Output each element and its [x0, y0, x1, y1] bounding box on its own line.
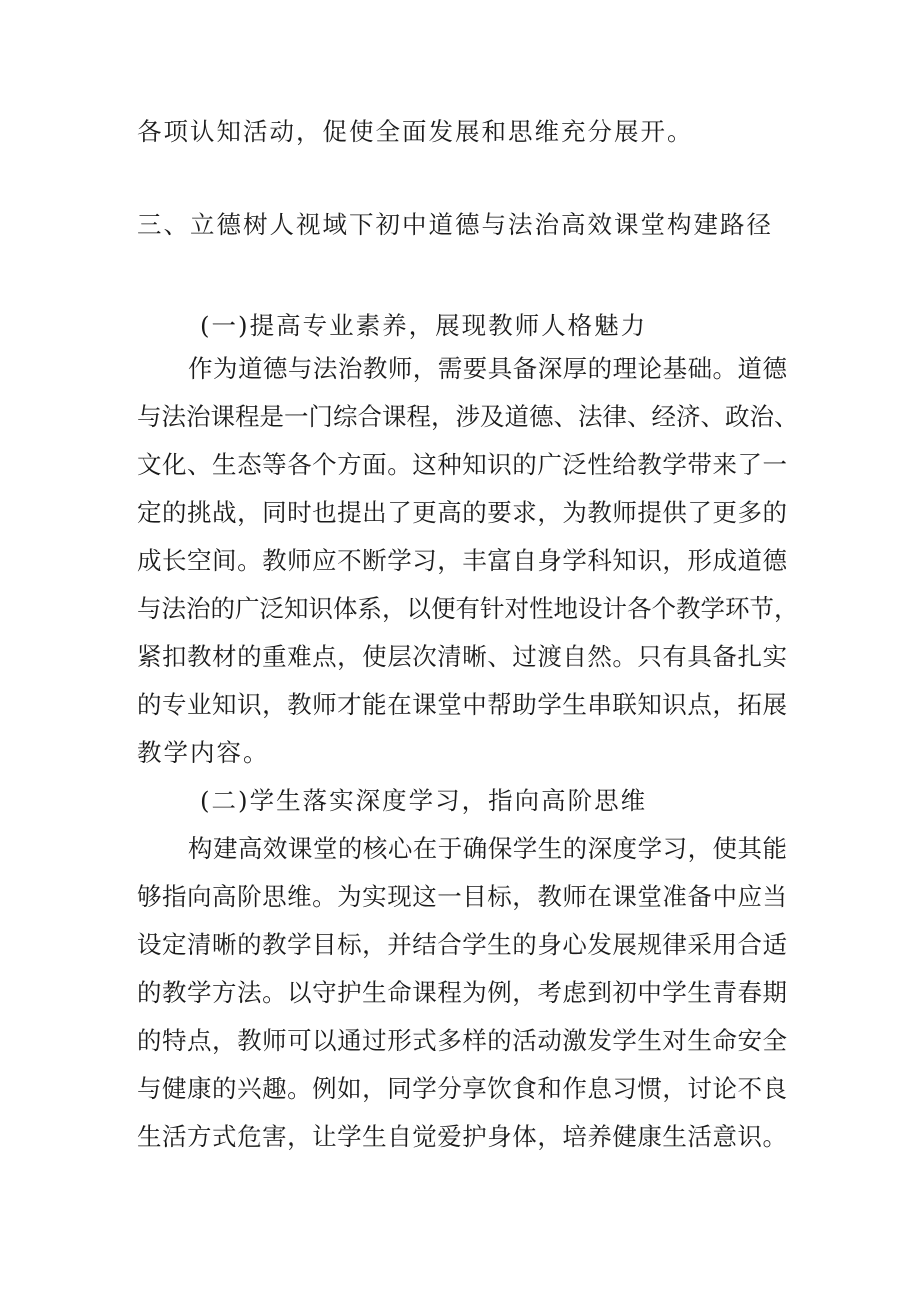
section-heading: 三、立德树人视域下初中道德与法治高效课堂构建路径: [137, 210, 773, 239]
paragraph-line: 设定清晰的教学目标，并结合学生的身心发展规律采用合适: [137, 930, 787, 959]
paragraph-line: 作为道德与法治教师，需要具备深厚的理论基础。道德: [188, 354, 787, 383]
paragraph-line: 够指向高阶思维。为实现这一目标，教师在课堂准备中应当: [137, 882, 787, 911]
paragraph-line: 的教学方法。以守护生命课程为例，考虑到初中学生青春期: [137, 978, 787, 1007]
continuation-text: 各项认知活动，促使全面发展和思维充分展开。: [137, 117, 694, 146]
paragraph-line: 构建高效课堂的核心在于确保学生的深度学习，使其能: [188, 834, 787, 863]
paragraph-line: 的特点，教师可以通过形式多样的活动激发学生对生命安全: [137, 1026, 787, 1055]
subsection-heading-1: (一)提高专业素养，展现教师人格魅力: [200, 311, 648, 340]
paragraph-line: 紧扣教材的重难点，使层次清晰、过渡自然。只有具备扎实: [137, 642, 787, 671]
paragraph-line: 与健康的兴趣。例如，同学分享饮食和作息习惯，讨论不良: [137, 1074, 787, 1103]
paragraph-line: 的专业知识，教师才能在课堂中帮助学生串联知识点，拓展: [137, 690, 787, 719]
paragraph-line: 生活方式危害，让学生自觉爱护身体，培养健康生活意识。: [137, 1122, 787, 1151]
paragraph-line: 定的挑战，同时也提出了更高的要求，为教师提供了更多的: [137, 498, 787, 527]
paragraph-line: 与法治的广泛知识体系，以便有针对性地设计各个教学环节，: [137, 594, 799, 623]
paragraph-line: 教学内容。: [137, 738, 270, 767]
subsection-heading-2: (二)学生落实深度学习，指向高阶思维: [200, 786, 648, 815]
paragraph-line: 成长空间。教师应不断学习，丰富自身学科知识，形成道德: [137, 546, 787, 575]
paragraph-line: 文化、生态等各个方面。这种知识的广泛性给教学带来了一: [137, 450, 787, 479]
paragraph-line: 与法治课程是一门综合课程，涉及道德、法律、经济、政治、: [137, 402, 799, 431]
